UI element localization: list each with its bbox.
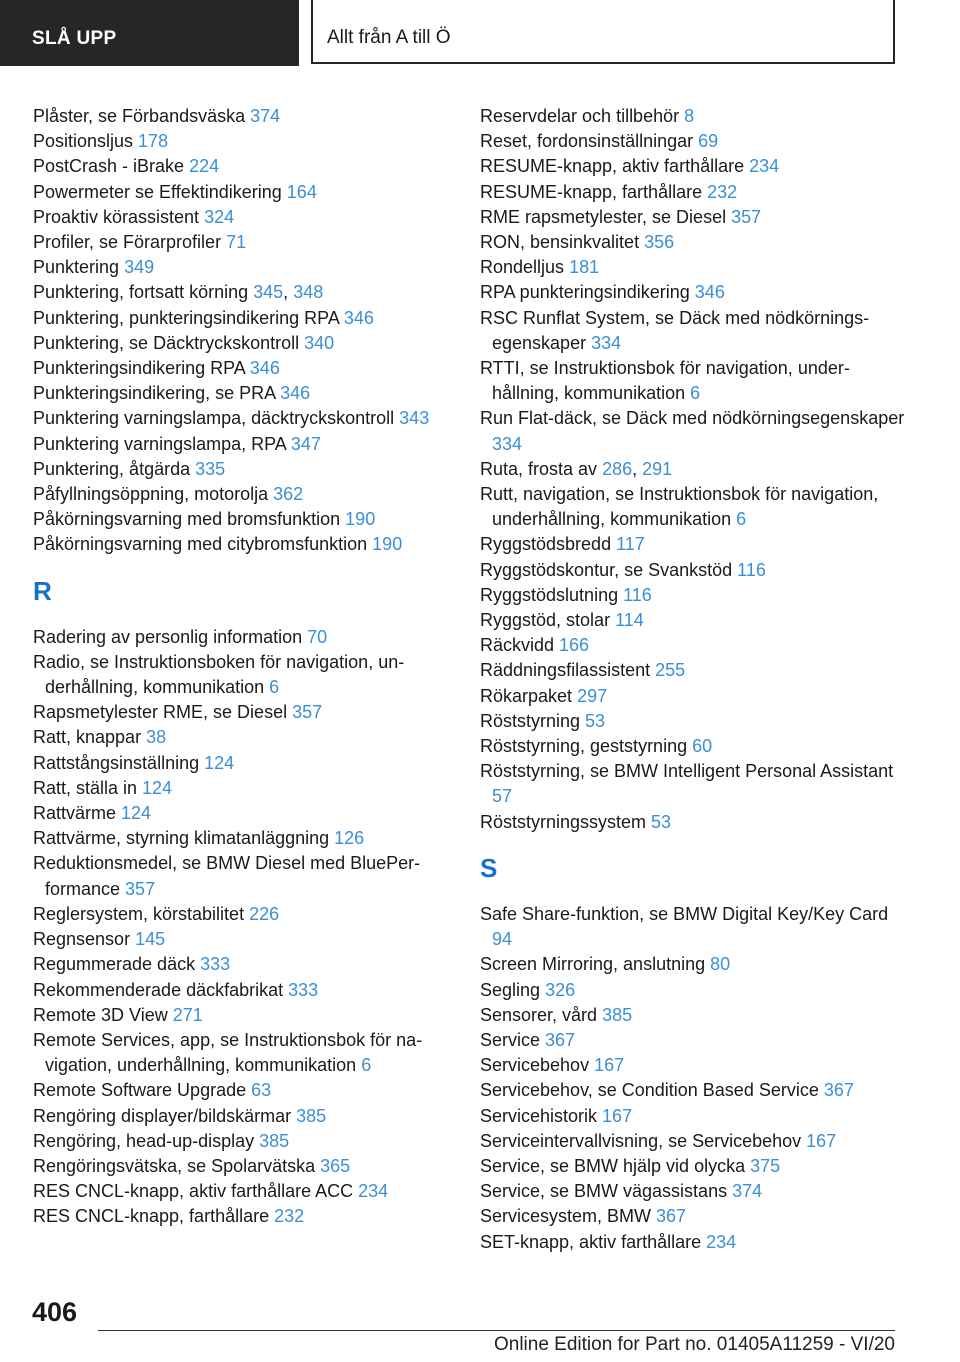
page-link[interactable]: 232 xyxy=(707,181,738,202)
page-link[interactable]: 6 xyxy=(361,1055,372,1076)
index-entry-term: Punktering xyxy=(33,257,125,278)
index-entry xyxy=(33,406,463,431)
index-entry xyxy=(33,432,463,457)
page-link[interactable]: 348 xyxy=(293,282,324,303)
index-entry-term: Screen Mirroring, anslutning xyxy=(480,954,711,975)
page-link[interactable]: 167 xyxy=(806,1130,837,1151)
index-entry xyxy=(480,1204,910,1229)
index-entry xyxy=(33,1204,463,1229)
index-entry xyxy=(33,381,463,406)
index-entry-term: Radering av personlig information xyxy=(33,626,308,647)
page-link[interactable]: 167 xyxy=(602,1105,633,1126)
index-entry xyxy=(33,801,463,826)
page-link[interactable]: 346 xyxy=(694,282,725,303)
index-entry xyxy=(480,1230,910,1255)
index-entry-term: Röststyrning, se BMW Intelligent Personal Assistant xyxy=(480,761,894,782)
index-entry xyxy=(480,1078,910,1103)
index-entry-term: Ratt, knappar xyxy=(33,727,147,748)
index-entry-term: Rengöringsvätska, se Spolarvätska xyxy=(33,1155,321,1176)
index-entry-term: PostCrash - iBrake xyxy=(33,156,190,177)
page-link[interactable]: 385 xyxy=(259,1130,290,1151)
page-link[interactable]: 291 xyxy=(642,458,673,479)
page-link[interactable]: 346 xyxy=(280,383,311,404)
page-link[interactable]: 94 xyxy=(492,929,513,950)
index-entry-term: Service, se BMW vägassistans xyxy=(480,1181,733,1202)
index-entry xyxy=(480,1129,910,1154)
index-entry xyxy=(33,255,463,280)
index-entry xyxy=(480,280,910,305)
index-entry-term: Punktering varningslampa, RPA xyxy=(33,433,291,454)
index-entry-term: RPA punkteringsindikering xyxy=(480,282,695,303)
index-entry-term: Ryggstöd, stolar xyxy=(480,610,616,631)
page-link[interactable]: 190 xyxy=(345,509,376,530)
footer-divider xyxy=(98,1330,895,1331)
lookup-tab-button[interactable]: SLÅ UPP xyxy=(0,0,299,66)
index-entry xyxy=(480,255,910,280)
page-link[interactable]: 80 xyxy=(710,954,731,975)
index-entry xyxy=(480,205,910,230)
page-link[interactable]: 347 xyxy=(290,433,321,454)
index-entry xyxy=(33,331,463,356)
index-entry xyxy=(480,1179,910,1204)
index-column-right xyxy=(480,104,910,1255)
page-link[interactable]: 63 xyxy=(251,1080,272,1101)
index-entry-term: Servicebehov, se Condition Based Service xyxy=(480,1080,824,1101)
page-link[interactable]: 333 xyxy=(200,954,231,975)
page-link[interactable]: 345 xyxy=(253,282,284,303)
index-entry xyxy=(33,725,463,750)
index-entry-term: Service xyxy=(480,1029,546,1050)
page-link[interactable]: 114 xyxy=(615,610,644,631)
page-link[interactable]: 124 xyxy=(142,777,173,798)
index-entry-term: RSC Runflat System, se Däck med nödkörningsegenskaper xyxy=(480,307,870,353)
page-link[interactable]: 6 xyxy=(269,677,280,698)
index-entry xyxy=(33,700,463,725)
page-link[interactable]: 232 xyxy=(274,1206,305,1227)
page-link[interactable]: 116 xyxy=(623,584,652,605)
page-link[interactable]: 340 xyxy=(304,332,335,353)
page-link[interactable]: 356 xyxy=(644,232,675,253)
index-entry xyxy=(33,507,463,532)
index-entry-term: Röststyrning xyxy=(480,710,586,731)
index-entry xyxy=(33,902,463,927)
index-entry xyxy=(33,927,463,952)
index-entry xyxy=(33,230,463,255)
index-entry-term: Reglersystem, körstabilitet xyxy=(33,903,250,924)
index-entry-term: Punktering, åtgärda xyxy=(33,458,196,479)
page-separator: , xyxy=(283,282,294,303)
index-entry-term: SET-knapp, aktiv farthållare xyxy=(480,1231,707,1252)
page-link[interactable]: 38 xyxy=(146,727,167,748)
section-title: Allt från A till Ö xyxy=(311,0,895,64)
index-entry-term: Remote 3D View xyxy=(33,1004,173,1025)
page-header xyxy=(0,0,960,66)
index-entry xyxy=(33,978,463,1003)
index-entry-term: Reduktionsmedel, se BMW Diesel med BluePerformance xyxy=(33,853,421,899)
index-entry-term: Punktering, fortsatt körning xyxy=(33,282,254,303)
index-entry xyxy=(33,1078,463,1103)
page-link[interactable]: 357 xyxy=(292,702,323,723)
index-entry xyxy=(33,851,463,901)
page-link[interactable]: 124 xyxy=(121,803,152,824)
index-entry xyxy=(33,482,463,507)
index-entry xyxy=(480,154,910,179)
index-entry-term: RES CNCL-knapp, aktiv farthållare ACC xyxy=(33,1181,359,1202)
page-link[interactable]: 190 xyxy=(372,534,403,555)
page-link[interactable]: 297 xyxy=(577,685,608,706)
index-entry xyxy=(33,356,463,381)
page-link[interactable]: 234 xyxy=(749,156,780,177)
page-link[interactable]: 286 xyxy=(602,458,633,479)
index-entry-term: Rattstångsinställning xyxy=(33,752,205,773)
index-entry xyxy=(33,180,463,205)
index-entry-term: Servicesystem, BMW xyxy=(480,1206,657,1227)
page-link[interactable]: 375 xyxy=(750,1155,781,1176)
index-entry-term: Plåster, se Förbandsväska xyxy=(33,106,251,126)
index-entry xyxy=(480,1154,910,1179)
index-entry-term: Powermeter se Effektindikering xyxy=(33,181,287,202)
index-entry-term: Rattvärme, styrning klimatanläggning xyxy=(33,828,335,849)
page-separator: , xyxy=(632,458,643,479)
index-entry-term: RME rapsmetylester, se Diesel xyxy=(480,206,732,227)
index-entry xyxy=(33,457,463,482)
page-link[interactable]: 124 xyxy=(204,752,235,773)
index-entry-term: Servicebehov xyxy=(480,1055,595,1076)
page-link[interactable]: 333 xyxy=(288,979,319,1000)
index-entry xyxy=(33,280,463,305)
index-entry xyxy=(33,1104,463,1129)
page-link[interactable]: 6 xyxy=(736,509,747,530)
index-entry-term: RES CNCL-knapp, farthållare xyxy=(33,1206,275,1227)
index-entry xyxy=(480,482,910,532)
page-link[interactable]: 334 xyxy=(492,433,523,454)
index-entry xyxy=(480,633,910,658)
page-link[interactable]: 8 xyxy=(684,106,695,126)
index-entry-term: Räckvidd xyxy=(480,635,560,656)
index-entry xyxy=(480,684,910,709)
index-entry-term: Regnsensor xyxy=(33,929,136,950)
section-letter: R xyxy=(33,575,52,606)
page-link[interactable]: 367 xyxy=(656,1206,687,1227)
page-link[interactable]: 60 xyxy=(692,736,713,757)
page-link[interactable]: 166 xyxy=(559,635,590,656)
index-entry-term: Rökarpaket xyxy=(480,685,578,706)
index-entry xyxy=(480,583,910,608)
page-link[interactable]: 385 xyxy=(296,1105,327,1126)
index-entry-term: Run Flat-däck, se Däck med nödkörningsegenskaper xyxy=(480,408,905,429)
index-entry-term: Röststyrning, geststyrning xyxy=(480,736,693,757)
index-entry-term: Rutt, navigation, se Instruktionsbok för navigation, underhållning, kommunikation xyxy=(480,484,879,530)
index-entry xyxy=(480,902,910,952)
index-entry-term: Påkörningsvarning med citybromsfunktion xyxy=(33,534,373,555)
page-link[interactable]: 365 xyxy=(320,1155,351,1176)
index-entry xyxy=(33,776,463,801)
index-entry xyxy=(33,1129,463,1154)
index-entry xyxy=(480,608,910,633)
index-entry xyxy=(33,154,463,179)
index-entry xyxy=(480,759,910,809)
index-entry-term: Rekommenderade däckfabrikat xyxy=(33,979,289,1000)
index-entry-term: Påkörningsvarning med bromsfunktion xyxy=(33,509,346,530)
index-entry-term: Profiler, se Förarprofiler xyxy=(33,232,227,253)
page-link[interactable]: 362 xyxy=(273,484,304,505)
index-entry-term: Reservdelar och tillbehör xyxy=(480,106,685,126)
index-entry xyxy=(33,306,463,331)
index-entry xyxy=(480,952,910,977)
index-entry xyxy=(480,734,910,759)
page-link[interactable]: 224 xyxy=(189,156,220,177)
index-entry-term: Remote Services, app, se Instruktionsbok för navigation, underhållning, kommunikation xyxy=(33,1029,423,1076)
page-link[interactable]: 374 xyxy=(732,1181,763,1202)
page-link[interactable]: 271 xyxy=(172,1004,203,1025)
page-link[interactable]: 335 xyxy=(195,458,226,479)
page-link[interactable]: 71 xyxy=(226,232,247,253)
footer-edition: Online Edition for Part no. 01405A11259 - VI/20 xyxy=(493,1334,895,1355)
index-entry-term: Serviceintervallvisning, se Servicebehov xyxy=(480,1130,807,1151)
index-entry-term: Safe Share-funktion, se BMW Digital Key/Key Card xyxy=(480,903,889,924)
index-entry xyxy=(33,1179,463,1204)
page-link[interactable]: 126 xyxy=(334,828,365,849)
index-entry xyxy=(480,558,910,583)
page-link[interactable]: 164 xyxy=(286,181,317,202)
page-link[interactable]: 346 xyxy=(249,358,280,379)
index-entry xyxy=(33,1003,463,1028)
index-entry-term: Punktering, punkteringsindikering RPA xyxy=(33,307,344,328)
index-entry-term: Sensorer, vård xyxy=(480,1004,603,1025)
index-entry-term: Rengöring displayer/bildskärmar xyxy=(33,1105,297,1126)
index-entry xyxy=(480,1028,910,1053)
index-entry-term: Räddningsfilassistent xyxy=(480,660,656,681)
page-link[interactable]: 6 xyxy=(690,383,701,404)
index-entry-term: Remote Software Upgrade xyxy=(33,1080,252,1101)
page-link[interactable]: 385 xyxy=(602,1004,633,1025)
page-link[interactable]: 53 xyxy=(651,811,672,832)
index-entry-term: Punktering varningslampa, däcktryckskontroll xyxy=(33,408,400,429)
page-link[interactable]: 374 xyxy=(250,106,281,126)
index-entry xyxy=(33,532,463,557)
index-entry xyxy=(33,826,463,851)
page-link[interactable]: 57 xyxy=(492,786,513,807)
page-link[interactable]: 349 xyxy=(124,257,155,278)
index-entry-term: Påfyllningsöppning, motorolja xyxy=(33,484,274,505)
index-entry-term: Service, se BMW hjälp vid olycka xyxy=(480,1155,751,1176)
index-entry xyxy=(480,1003,910,1028)
index-entry-term: RESUME-knapp, aktiv farthållare xyxy=(480,156,750,177)
index-entry xyxy=(480,356,910,406)
index-entry-term: Segling xyxy=(480,979,546,1000)
index-entry-term: Servicehistorik xyxy=(480,1105,603,1126)
index-entry-term: Proaktiv körassistent xyxy=(33,206,205,227)
page-link[interactable]: 326 xyxy=(545,979,576,1000)
index-entry xyxy=(480,658,910,683)
index-entry-term: Radio, se Instruktionsboken för navigation, underhållning, kommunikation xyxy=(33,651,405,698)
index-entry xyxy=(480,406,910,456)
index-entry xyxy=(480,709,910,734)
page-link[interactable]: 367 xyxy=(545,1029,576,1050)
index-column-left xyxy=(33,104,463,1230)
page-link[interactable]: 116 xyxy=(737,559,766,580)
index-entry-term: Röststyrningssystem xyxy=(480,811,652,832)
page-link[interactable]: 234 xyxy=(706,1231,737,1252)
page-link[interactable]: 357 xyxy=(731,206,762,227)
index-entry xyxy=(480,230,910,255)
index-entry-term: RESUME-knapp, farthållare xyxy=(480,181,708,202)
index-entry xyxy=(480,457,910,482)
index-entry xyxy=(480,978,910,1003)
index-entry xyxy=(33,1154,463,1179)
page-link[interactable]: 226 xyxy=(249,903,280,924)
index-entry-term: Punkteringsindikering RPA xyxy=(33,358,250,379)
page-link[interactable]: 255 xyxy=(655,660,686,681)
index-entry xyxy=(33,751,463,776)
index-entry-term: Ryggstödsbredd xyxy=(480,534,617,555)
page-link[interactable]: 145 xyxy=(135,929,166,950)
page-link[interactable]: 367 xyxy=(823,1080,854,1101)
index-entry xyxy=(33,1028,463,1078)
index-entry-term: Regummerade däck xyxy=(33,954,201,975)
index-entry xyxy=(480,180,910,205)
page-link[interactable]: 181 xyxy=(569,257,600,278)
index-entry xyxy=(33,625,463,650)
index-entry-term: Ryggstödskontur, se Svankstöd xyxy=(480,559,738,580)
page-link[interactable]: 117 xyxy=(616,534,645,555)
index-entry xyxy=(480,1104,910,1129)
index-entry-term: Punkteringsindikering, se PRA xyxy=(33,383,281,404)
page-link[interactable]: 334 xyxy=(591,332,622,353)
index-entry xyxy=(480,1053,910,1078)
page-link[interactable]: 234 xyxy=(358,1181,389,1202)
index-entry xyxy=(33,205,463,230)
page-link[interactable]: 70 xyxy=(307,626,328,647)
index-entry xyxy=(33,650,463,700)
page-link[interactable]: 178 xyxy=(138,131,169,152)
index-entry xyxy=(480,129,910,154)
page-number: 406 xyxy=(32,1297,78,1327)
index-entry-term: Rattvärme xyxy=(33,803,122,824)
index-entry-term: Rondelljus xyxy=(480,257,570,278)
page-link[interactable]: 69 xyxy=(698,131,719,152)
page-link[interactable]: 343 xyxy=(399,408,430,429)
index-entry-term: RON, bensinkvalitet xyxy=(480,232,645,253)
page-link[interactable]: 167 xyxy=(594,1055,625,1076)
page-link[interactable]: 346 xyxy=(343,307,374,328)
page-link[interactable]: 53 xyxy=(585,710,606,731)
index-entry-term: Ratt, ställa in xyxy=(33,777,143,798)
index-entry-term: RTTI, se Instruktionsbok för navigation, underhållning, kommunikation xyxy=(480,358,850,404)
index-entry xyxy=(480,104,910,129)
index-entry-term: Rapsmetylester RME, se Diesel xyxy=(33,702,293,723)
index-entry xyxy=(480,306,910,356)
section-letter: S xyxy=(480,852,498,883)
page-link[interactable]: 357 xyxy=(125,878,156,899)
index-entry-term: Ruta, frosta av xyxy=(480,458,603,479)
index-entry xyxy=(480,532,910,557)
page-link[interactable]: 324 xyxy=(204,206,235,227)
index-entry xyxy=(33,952,463,977)
index-entry-term: Punktering, se Däcktryckskontroll xyxy=(33,332,305,353)
index-entry-term: Rengöring, head-up-display xyxy=(33,1130,260,1151)
index-entry-term: Ryggstödslutning xyxy=(480,584,624,605)
index-entry xyxy=(480,810,910,835)
index-entry-term: Positionsljus xyxy=(33,131,139,152)
index-entry xyxy=(33,104,463,129)
index-entry-term: Reset, fordonsinställningar xyxy=(480,131,699,152)
index-entry xyxy=(33,129,463,154)
